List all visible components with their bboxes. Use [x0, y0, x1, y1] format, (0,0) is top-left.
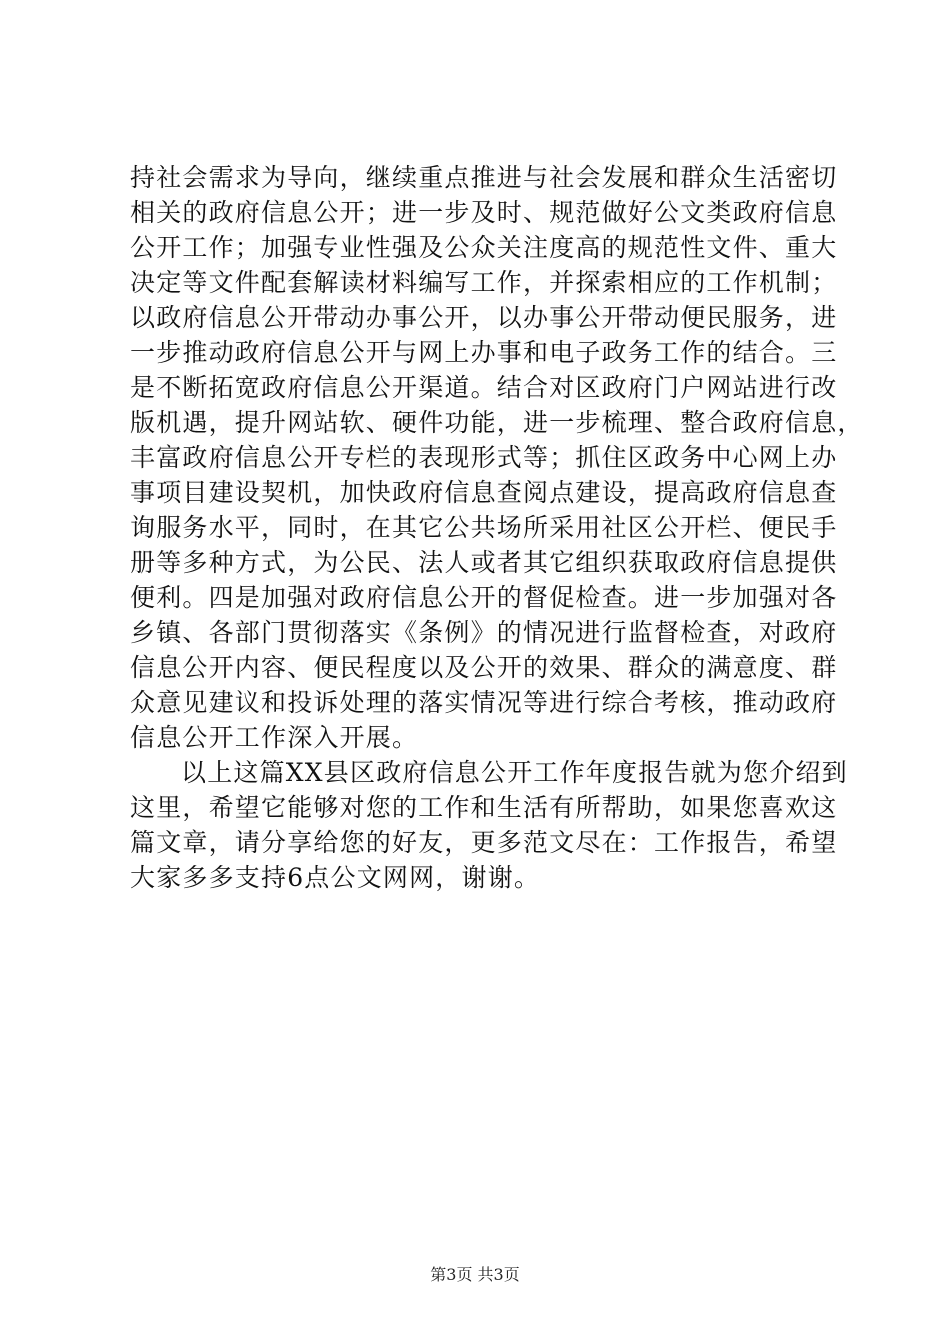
text-line: 公开工作；加强专业性强及公众关注度高的规范性文件、重大 [130, 233, 838, 262]
text-line: 信息公开工作深入开展。 [130, 723, 419, 752]
text-line: 一步推动政府信息公开与网上办事和电子政务工作的结合。三 [130, 338, 838, 367]
text-line: 篇文章，请分享给您的好友，更多范文尽在：工作报告，希望 [130, 828, 838, 857]
page-footer: 第3页 共3页 [430, 1265, 520, 1284]
text-line: 众意见建议和投诉处理的落实情况等进行综合考核，推动政府 [130, 688, 838, 717]
text-line: 版机遇，提升网站软、硬件功能，进一步梳理、整合政府信息， [130, 408, 864, 437]
text-line: 大家多多支持6点公文网网，谢谢。 [130, 863, 541, 892]
text-line: 是不断拓宽政府信息公开渠道。结合对区政府门户网站进行改 [130, 373, 838, 402]
document-body [130, 160, 864, 895]
text-line: 事项目建设契机，加快政府信息查阅点建设，提高政府信息查 [130, 478, 838, 507]
text-line: 以政府信息公开带动办事公开，以办事公开带动便民服务，进 [130, 303, 838, 332]
text-line: 持社会需求为导向，继续重点推进与社会发展和群众生活密切 [130, 163, 838, 192]
text-line: 询服务水平，同时，在其它公共场所采用社区公开栏、便民手 [130, 513, 838, 542]
text-line: 以上这篇XX县区政府信息公开工作年度报告就为您介绍到 [181, 758, 848, 787]
text-line: 相关的政府信息公开；进一步及时、规范做好公文类政府信息 [130, 198, 838, 227]
text-line: 信息公开内容、便民程度以及公开的效果、群众的满意度、群 [130, 653, 838, 682]
text-line: 决定等文件配套解读材料编写工作，并探索相应的工作机制； [130, 268, 838, 297]
text-line: 这里，希望它能够对您的工作和生活有所帮助，如果您喜欢这 [130, 793, 838, 822]
text-line: 丰富政府信息公开专栏的表现形式等；抓住区政务中心网上办 [130, 443, 838, 472]
text-line: 册等多种方式，为公民、法人或者其它组织获取政府信息提供 [130, 548, 838, 577]
text-line: 乡镇、各部门贯彻落实《条例》的情况进行监督检查，对政府 [130, 618, 838, 647]
text-line: 便利。四是加强对政府信息公开的督促检查。进一步加强对各 [130, 583, 838, 612]
